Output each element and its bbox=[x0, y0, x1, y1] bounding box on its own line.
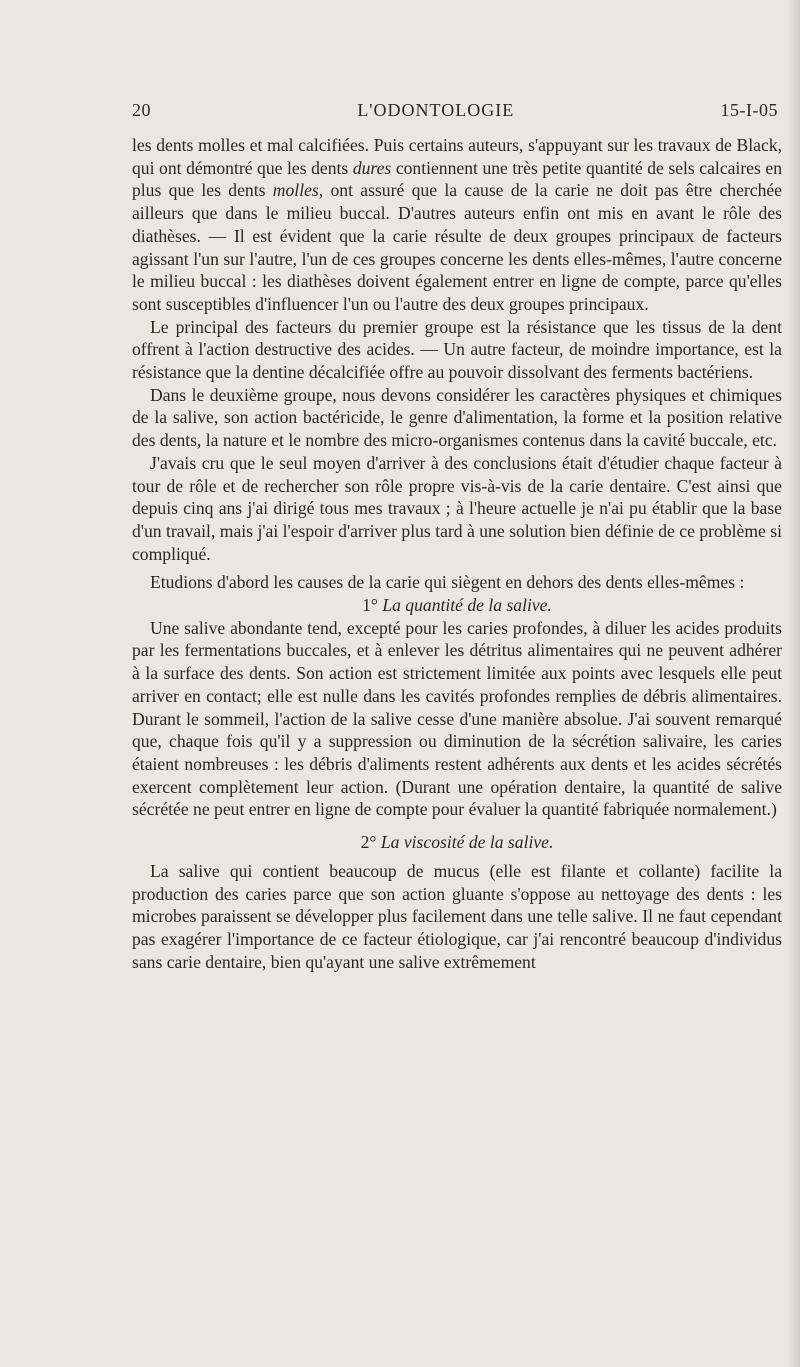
running-title: L'ODONTOLOGIE bbox=[357, 100, 515, 120]
paragraph: J'avais cru que le seul moyen d'arriver à des conclusions était d'étudier chaque facteur à tour de rôle et de rechercher son rôle propre vis-à-vis de la carie dentaire. C'est ainsi que depuis cinq ans j'ai dirigé tous mes travaux ; à l'heure actuelle je n'ai pu établir que la base d'un travail, mais j'ai l'espoir d'arriver plus tard à une solution bien définie de ce problème si compliqué. bbox=[132, 452, 782, 564]
paragraph: Le principal des facteurs du premier groupe est la résistance que les tissus de la dent offrent à l'action destructive des acides. — Un autre facteur, de moindre importance, est la résistance que la dentine décalcifiée offre au pouvoir dissolvant des ferments bactériens. bbox=[132, 316, 782, 383]
paragraph: Etudions d'abord les causes de la carie qui siègent en dehors des dents elles-mêmes : bbox=[150, 572, 745, 593]
section-number: 1° bbox=[362, 595, 378, 616]
section-heading bbox=[132, 831, 782, 854]
running-header bbox=[132, 100, 782, 134]
paragraph: Dans le deuxième groupe, nous devons considérer les caractères physiques et chimiques de la salive, son action bactéricide, le genre d'alimentation, la forme et la position relative des dents, la nature et le nombre des micro-organismes contenus dans la cavité buccale, etc. bbox=[132, 384, 782, 451]
page-number: 20 bbox=[132, 100, 151, 120]
issue-date: 15-I-05 bbox=[720, 100, 778, 120]
paragraph: Une salive abondante tend, excepté pour les caries profondes, à diluer les acides produits par les fermentations buccales, et à enlever les détritus alimentaires qui ne peuvent adhérer à la surface des dents. Son action est strictement limitée aux points avec lesquels elle peut arriver en contact; elle est nulle dans les cavités profondes remplies de débris alimentaires. Durant le sommeil, l'action de la salive cesse d'une manière absolue. J'ai souvent remarqué que, chaque fois qu'il y a suppression ou diminution de la sécrétion salivaire, les caries étaient nombreuses : les débris d'aliments restent adhérents aux dents et les acides sécrétés exercent complètement leur action. (Durant une opération dentaire, la quantité de salive sécrétée ne peut entrer en ligne de compte pour évaluer la quantité fabriquée normalement.) bbox=[132, 617, 782, 820]
section-title: La quantité de la salive. bbox=[382, 595, 552, 616]
page-edge-shadow bbox=[786, 0, 800, 1367]
paragraph: les dents molles et mal calcifiées. Puis certains auteurs, s'appuyant sur les travaux de Black, qui ont démontré que les dents dures contiennent une très petite quantité de sels calcaires en plus que les dents molles, ont assuré que la cause de la carie ne doit pas être cherchée ailleurs que dans le milieu buccal. D'autres auteurs enfin ont mis en avant le rôle des diathèses. — Il est évident que la carie résulte de deux groupes principaux de facteurs agissant l'un sur l'autre, l'un de ces groupes concerne les dents elles-mêmes, l'autre concerne le milieu buccal : les diathèses doivent également entrer en ligne de compte, parce qu'elles sont susceptibles d'influencer l'un ou l'autre des deux groupes principaux. bbox=[132, 135, 782, 314]
section-heading bbox=[132, 594, 782, 617]
paragraph: La salive qui contient beaucoup de mucus (elle est filante et collante) facilite la production des caries parce que son action gluante s'oppose au nettoyage des dents : les microbes paraissent se développer plus facilement dans une telle salive. Il ne faut cependant pas exagérer l'importance de ce facteur étiologique, car j'ai rencontré beaucoup d'individus sans carie dentaire, bien qu'ayant une salive extrêmement bbox=[132, 860, 782, 972]
article-body bbox=[132, 134, 782, 973]
section-title: La viscosité de la salive. bbox=[380, 832, 554, 853]
section-number: 2° bbox=[360, 832, 377, 853]
